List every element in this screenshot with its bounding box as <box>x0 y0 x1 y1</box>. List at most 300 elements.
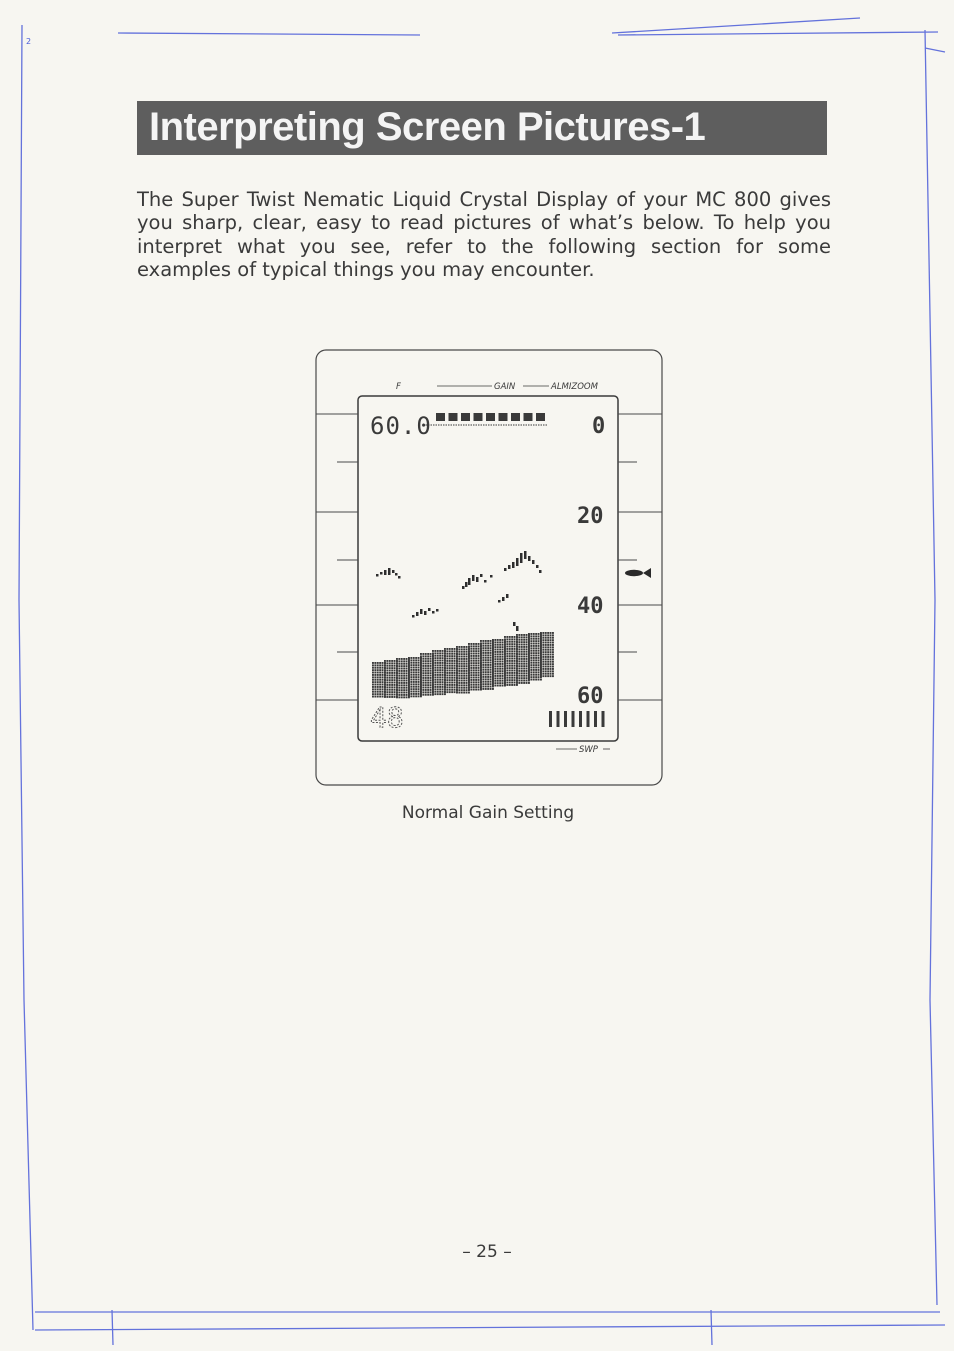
bottom-pixel <box>458 670 460 672</box>
bottom-pixel <box>458 692 460 694</box>
bottom-pixel <box>511 638 513 640</box>
bottom-pixel <box>509 662 511 664</box>
bottom-pixel <box>432 691 434 693</box>
bottom-pixel <box>422 670 424 672</box>
bottom-pixel <box>427 679 429 681</box>
bottom-pixel <box>533 662 535 664</box>
bottom-pixel <box>454 658 456 660</box>
bottom-pixel <box>530 657 532 659</box>
bottom-pixel <box>528 659 530 661</box>
bottom-pixel <box>374 667 376 669</box>
bottom-pixel <box>540 634 542 636</box>
bottom-pixel <box>463 653 465 655</box>
bottom-pixel <box>473 686 475 688</box>
bottom-pixel <box>434 650 436 652</box>
bottom-pixel <box>521 672 523 674</box>
bottom-pixel <box>528 635 530 637</box>
bottom-pixel <box>528 657 530 659</box>
bottom-pixel <box>442 657 444 659</box>
bottom-pixel <box>494 668 496 670</box>
bottom-pixel <box>427 682 429 684</box>
bottom-pixel <box>468 674 470 676</box>
bottom-pixel <box>542 646 544 648</box>
bottom-pixel <box>514 662 516 664</box>
bottom-pixel <box>526 670 528 672</box>
bottom-pixel <box>494 656 496 658</box>
bottom-pixel <box>384 662 386 664</box>
bottom-pixel <box>514 638 516 640</box>
bottom-pixel <box>468 665 470 667</box>
bottom-pixel <box>422 687 424 689</box>
bottom-pixel <box>451 674 453 676</box>
bottom-pixel <box>454 650 456 652</box>
bottom-pixel <box>389 691 391 693</box>
bottom-pixel <box>499 656 501 658</box>
right-scale-ticks <box>618 414 662 700</box>
bottom-pixel <box>547 668 549 670</box>
bottom-pixel <box>506 670 508 672</box>
page-title: Interpreting Screen Pictures-1 <box>149 105 706 149</box>
sweep-segment <box>594 711 597 727</box>
bottom-pixel <box>518 663 520 665</box>
bottom-pixel <box>456 651 458 653</box>
bottom-pixel <box>398 660 400 662</box>
bottom-pixel <box>485 674 487 676</box>
bottom-pixel <box>461 682 463 684</box>
bottom-pixel <box>391 670 393 672</box>
bottom-pixel <box>377 664 379 666</box>
bottom-pixel <box>509 658 511 660</box>
depth-label-60: 60 <box>577 684 604 709</box>
bottom-pixel <box>480 662 482 664</box>
bottom-pixel <box>461 684 463 686</box>
bottom-pixel <box>478 684 480 686</box>
bottom-pixel <box>497 665 499 667</box>
bottom-pixel <box>514 655 516 657</box>
bottom-pixel <box>552 649 554 651</box>
bottom-pixel <box>415 688 417 690</box>
bottom-pixel <box>456 658 458 660</box>
bottom-pixel <box>540 658 542 660</box>
bottom-pixel <box>538 645 540 647</box>
bottom-pixel <box>492 673 494 675</box>
bottom-pixel <box>442 667 444 669</box>
bottom-pixel <box>516 675 518 677</box>
bottom-pixel <box>394 674 396 676</box>
bottom-pixel <box>542 651 544 653</box>
bottom-pixel <box>490 683 492 685</box>
bottom-pixel <box>528 645 530 647</box>
bottom-pixel <box>382 686 384 688</box>
bottom-pixel <box>386 662 388 664</box>
bottom-pixel <box>552 639 554 641</box>
bottom-pixel <box>487 681 489 683</box>
bottom-pixel <box>492 651 494 653</box>
bottom-pixel <box>442 674 444 676</box>
bottom-pixel <box>494 670 496 672</box>
bottom-pixel <box>485 669 487 671</box>
bottom-pixel <box>545 637 547 639</box>
bottom-pixel <box>530 643 532 645</box>
bottom-pixel <box>545 634 547 636</box>
bottom-pixel <box>530 640 532 642</box>
bottom-pixel <box>408 671 410 673</box>
bottom-pixel <box>490 657 492 659</box>
bottom-pixel <box>418 691 420 693</box>
bottom-pixel <box>547 642 549 644</box>
bottom-pixel <box>482 654 484 656</box>
bottom-pixel <box>377 662 379 664</box>
bottom-pixel <box>449 679 451 681</box>
bottom-pixel <box>420 667 422 669</box>
bottom-pixel <box>511 643 513 645</box>
bottom-pixel <box>396 665 398 667</box>
bottom-pixel <box>492 646 494 648</box>
bottom-pixel <box>420 689 422 691</box>
bottom-pixel <box>511 658 513 660</box>
bottom-pixel <box>506 674 508 676</box>
bottom-pixel <box>403 680 405 682</box>
bottom-pixel <box>425 672 427 674</box>
bottom-pixel <box>521 634 523 636</box>
bottom-pixel <box>509 674 511 676</box>
bottom-pixel <box>490 652 492 654</box>
bottom-pixel <box>427 665 429 667</box>
bottom-pixel <box>458 656 460 658</box>
bottom-pixel <box>487 654 489 656</box>
bottom-pixel <box>394 682 396 684</box>
bottom-pixel <box>492 685 494 687</box>
bottom-pixel <box>504 684 506 686</box>
bottom-pixel <box>446 674 448 676</box>
bottom-pixel <box>538 679 540 681</box>
bottom-pixel <box>463 660 465 662</box>
bottom-pixel <box>523 680 525 682</box>
bottom-pixel <box>494 677 496 679</box>
bottom-pixel <box>372 684 374 686</box>
bottom-pixel <box>533 633 535 635</box>
bottom-pixel <box>406 677 408 679</box>
bottom-pixel <box>394 660 396 662</box>
bottom-pixel <box>494 663 496 665</box>
bottom-pixel <box>528 662 530 664</box>
bottom-pixel <box>454 689 456 691</box>
fish-arch-5 <box>498 594 509 603</box>
bottom-pixel <box>463 687 465 689</box>
bottom-pixel <box>382 676 384 678</box>
bottom-pixel <box>480 681 482 683</box>
bottom-pixel <box>408 659 410 661</box>
bottom-pixel <box>482 671 484 673</box>
bottom-pixel <box>533 635 535 637</box>
bottom-pixel <box>518 646 520 648</box>
bottom-pixel <box>372 686 374 688</box>
bottom-pixel <box>434 676 436 678</box>
bottom-pixel <box>473 665 475 667</box>
bottom-pixel <box>533 671 535 673</box>
bottom-pixel <box>550 632 552 634</box>
bottom-pixel <box>456 675 458 677</box>
bottom-pixel <box>535 657 537 659</box>
bottom-pixel <box>540 679 542 681</box>
bottom-pixel <box>461 675 463 677</box>
bottom-pixel <box>394 672 396 674</box>
bottom-pixel <box>550 651 552 653</box>
bottom-pixel <box>521 653 523 655</box>
bottom-pixel <box>516 663 518 665</box>
bottom-pixel <box>384 682 386 684</box>
bottom-pixel <box>487 664 489 666</box>
bottom-pixel <box>516 639 518 641</box>
bottom-pixel <box>487 666 489 668</box>
bottom-pixel <box>430 677 432 679</box>
bottom-pixel <box>533 667 535 669</box>
bottom-pixel <box>494 682 496 684</box>
bottom-pixel <box>425 679 427 681</box>
bottom-pixel <box>454 679 456 681</box>
bottom-pixel <box>439 693 441 695</box>
bottom-pixel <box>420 670 422 672</box>
bottom-pixel <box>466 687 468 689</box>
bottom-pixel <box>550 642 552 644</box>
bottom-pixel <box>389 660 391 662</box>
bottom-pixel <box>389 689 391 691</box>
bottom-pixel <box>550 663 552 665</box>
bottom-pixel <box>406 672 408 674</box>
bottom-pixel <box>545 666 547 668</box>
bottom-pixel <box>482 662 484 664</box>
bottom-pixel <box>487 645 489 647</box>
bottom-pixel <box>475 648 477 650</box>
bottom-pixel <box>523 668 525 670</box>
bottom-pixel <box>538 647 540 649</box>
bottom-pixel <box>530 662 532 664</box>
bottom-pixel <box>439 688 441 690</box>
bottom-pixel <box>514 643 516 645</box>
bottom-pixel <box>535 633 537 635</box>
bottom-pixel <box>530 652 532 654</box>
bottom-pixel <box>408 667 410 669</box>
bottom-pixel <box>418 683 420 685</box>
bottom-pixel <box>473 674 475 676</box>
bottom-pixel <box>533 645 535 647</box>
bottom-pixel <box>514 679 516 681</box>
bottom-pixel <box>456 668 458 670</box>
bottom-pixel <box>386 672 388 674</box>
bottom-pixel <box>482 666 484 668</box>
bottom-pixel <box>504 662 506 664</box>
bottom-pixel <box>475 686 477 688</box>
bottom-pixel <box>401 658 403 660</box>
bottom-pixel <box>552 666 554 668</box>
bottom-pixel <box>415 686 417 688</box>
bottom-pixel <box>454 686 456 688</box>
bottom-pixel <box>425 665 427 667</box>
bottom-pixel <box>490 686 492 688</box>
bottom-pixel <box>394 665 396 667</box>
bottom-pixel <box>379 686 381 688</box>
bottom-pixel <box>420 691 422 693</box>
bottom-pixel <box>437 652 439 654</box>
bottom-pixel <box>408 686 410 688</box>
bottom-pixel <box>552 668 554 670</box>
bottom-pixel <box>547 646 549 648</box>
bottom-pixel <box>403 670 405 672</box>
bottom-pixel <box>518 639 520 641</box>
bottom-pixel <box>394 694 396 696</box>
bottom-pixel <box>533 638 535 640</box>
bottom-pixel <box>490 642 492 644</box>
bottom-pixel <box>394 662 396 664</box>
bottom-pixel <box>446 667 448 669</box>
bottom-pixel <box>526 677 528 679</box>
bottom-pixel <box>427 677 429 679</box>
bottom-pixel <box>514 646 516 648</box>
bottom-pixel <box>461 656 463 658</box>
bottom-pixel <box>538 659 540 661</box>
bottom-pixel <box>444 670 446 672</box>
bottom-pixel <box>386 660 388 662</box>
bottom-pixel <box>504 648 506 650</box>
bottom-pixel <box>542 661 544 663</box>
bottom-pixel <box>509 648 511 650</box>
bottom-pixel <box>550 670 552 672</box>
bottom-pixel <box>384 674 386 676</box>
bottom-pixel <box>434 667 436 669</box>
bottom-pixel <box>432 652 434 654</box>
bottom-pixel <box>497 653 499 655</box>
bottom-pixel <box>482 688 484 690</box>
bottom-pixel <box>437 686 439 688</box>
bottom-pixel <box>442 686 444 688</box>
bottom-pixel <box>456 648 458 650</box>
bottom-pixel <box>439 691 441 693</box>
bottom-pixel <box>470 648 472 650</box>
bottom-pixel <box>451 660 453 662</box>
bottom-pixel <box>550 637 552 639</box>
bottom-pixel <box>466 665 468 667</box>
bottom-pixel <box>461 646 463 648</box>
bottom-pixel <box>446 672 448 674</box>
bottom-pixel <box>492 682 494 684</box>
bottom-pixel <box>511 641 513 643</box>
bottom-pixel <box>458 689 460 691</box>
bottom-pixel <box>396 658 398 660</box>
bottom-pixel <box>511 667 513 669</box>
bottom-pixel <box>470 653 472 655</box>
bottom-pixel <box>396 675 398 677</box>
bottom-pixel <box>542 632 544 634</box>
bottom-pixel <box>514 684 516 686</box>
bottom-pixel <box>511 660 513 662</box>
bottom-pixel <box>526 660 528 662</box>
bottom-pixel <box>502 641 504 643</box>
bottom-pixel <box>473 662 475 664</box>
bottom-pixel <box>523 634 525 636</box>
bottom-pixel <box>374 679 376 681</box>
bottom-pixel <box>516 682 518 684</box>
bottom-pixel <box>526 658 528 660</box>
bottom-pixel <box>545 644 547 646</box>
bottom-pixel <box>403 694 405 696</box>
gain-segment <box>436 413 445 421</box>
bottom-pixel <box>547 634 549 636</box>
bottom-pixel <box>514 641 516 643</box>
bottom-pixel <box>430 672 432 674</box>
bottom-pixel <box>446 655 448 657</box>
bottom-pixel <box>422 667 424 669</box>
bottom-pixel <box>420 694 422 696</box>
bottom-pixel <box>418 674 420 676</box>
bottom-pixel <box>530 650 532 652</box>
bottom-pixel <box>406 696 408 698</box>
bottom-pixel <box>475 645 477 647</box>
bottom-pixel <box>432 679 434 681</box>
bottom-pixel <box>463 648 465 650</box>
bottom-pixel <box>518 675 520 677</box>
bottom-pixel <box>408 664 410 666</box>
bottom-pixel <box>437 657 439 659</box>
bottom-pixel <box>384 660 386 662</box>
bottom-pixel <box>425 667 427 669</box>
bottom-pixel <box>538 655 540 657</box>
bottom-pixel <box>526 668 528 670</box>
bottom-pixel <box>374 691 376 693</box>
bottom-pixel <box>442 669 444 671</box>
range-readout: 60.0 <box>370 412 432 440</box>
bottom-pixel <box>504 658 506 660</box>
bottom-pixel <box>454 653 456 655</box>
gain-segment <box>524 413 533 421</box>
bottom-pixel <box>475 667 477 669</box>
bottom-pixel <box>446 660 448 662</box>
bottom-pixel <box>401 689 403 691</box>
bottom-pixel <box>430 691 432 693</box>
bottom-pixel <box>451 665 453 667</box>
bottom-pixel <box>485 662 487 664</box>
bottom-pixel <box>470 667 472 669</box>
bottom-pixel <box>406 689 408 691</box>
bottom-pixel <box>384 684 386 686</box>
bottom-pixel <box>394 679 396 681</box>
bottom-pixel <box>545 639 547 641</box>
bottom-pixel <box>547 632 549 634</box>
bottom-pixel <box>480 674 482 676</box>
bottom-pixel <box>480 688 482 690</box>
bottom-pixel <box>444 682 446 684</box>
bottom-pixel <box>552 661 554 663</box>
bottom-pixel <box>442 664 444 666</box>
bottom-pixel <box>384 679 386 681</box>
bottom-pixel <box>538 657 540 659</box>
bottom-pixel <box>468 667 470 669</box>
bottom-pixel <box>514 670 516 672</box>
bottom-pixel <box>461 658 463 660</box>
bottom-pixel <box>406 694 408 696</box>
bottom-pixel <box>506 672 508 674</box>
bottom-pixel <box>437 667 439 669</box>
bottom-pixel <box>518 668 520 670</box>
gain-segment <box>486 413 495 421</box>
bottom-pixel <box>403 675 405 677</box>
bottom-pixel <box>434 681 436 683</box>
bottom-pixel <box>545 654 547 656</box>
bottom-pixel <box>439 650 441 652</box>
bottom-pixel <box>509 660 511 662</box>
bottom-pixel <box>413 669 415 671</box>
bottom-pixel <box>466 670 468 672</box>
bottom-pixel <box>473 645 475 647</box>
